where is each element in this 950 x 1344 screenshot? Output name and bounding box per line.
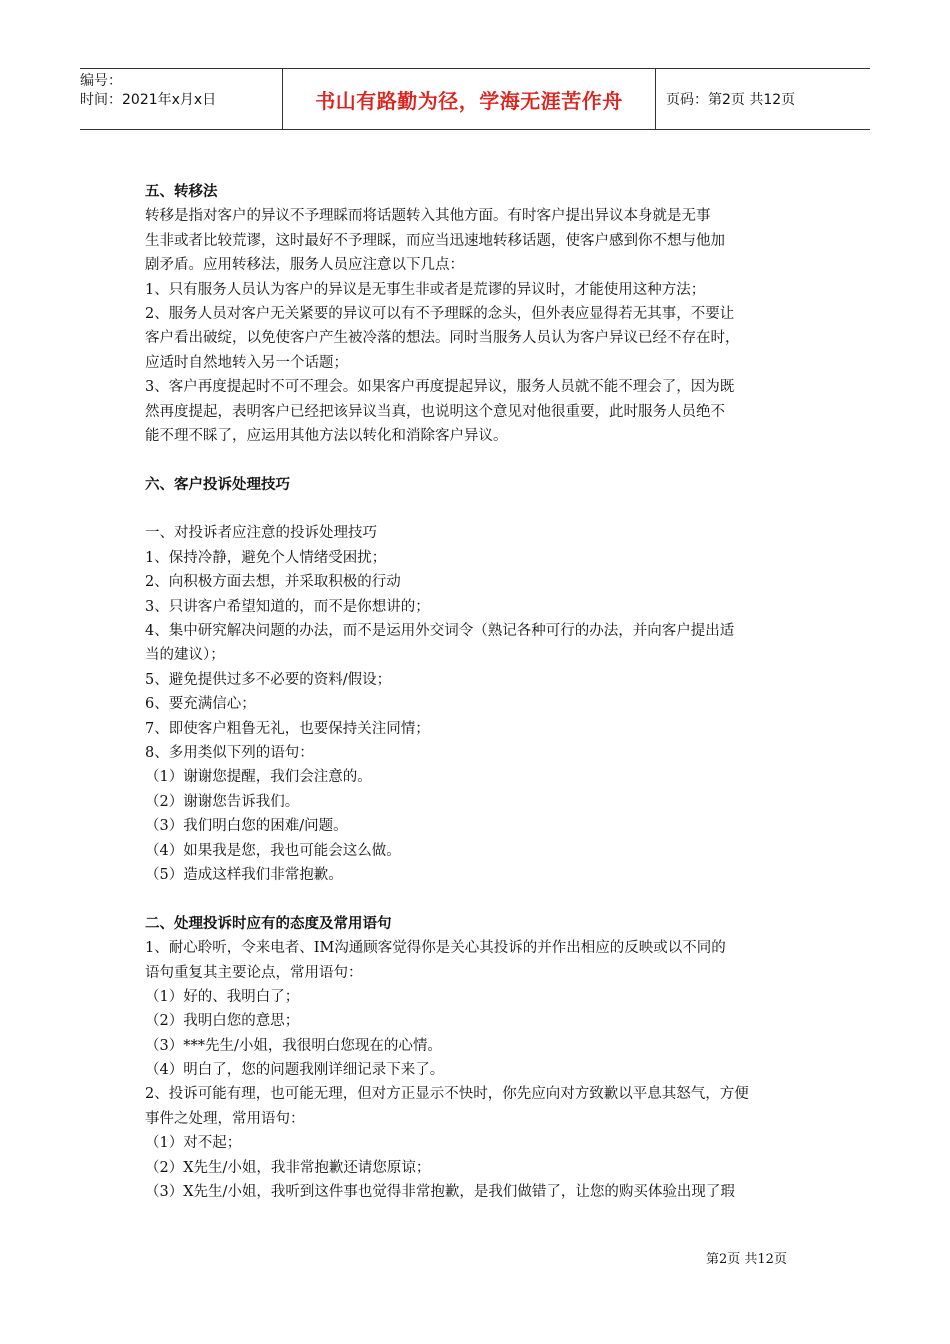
list-item: 3、只讲客户希望知道的，而不是你想讲的；: [145, 598, 430, 615]
list-item: （2）X先生/小姐，我非常抱歉还请您原谅；: [145, 1159, 431, 1176]
list-item: （1）好的、我明白了；: [145, 988, 300, 1005]
list-item: 7、即使客户粗鲁无礼，也要保持关注同情；: [145, 720, 430, 737]
list-item: 1、耐心聆听，令来电者、IM沟通顾客觉得你是关心其投诉的并作出相应的反映或以不同的: [145, 940, 726, 957]
list-item: （1）对不起；: [145, 1135, 242, 1152]
document-body: [145, 180, 810, 1204]
header-meta: [80, 69, 282, 129]
section-heading: 六、客户投诉处理技巧: [145, 475, 290, 493]
page-footer: 第2页 共12页: [706, 1252, 787, 1267]
list-item: （3）我们明白您的困难/问题。: [145, 818, 348, 835]
list-item: 8、多用类似下列的语句：: [145, 744, 314, 761]
paragraph-line: 3、客户再度提起时不可不理会。如果客户再度提起异议，服务人员就不能不理会了，因为既: [145, 379, 735, 396]
list-item: 5、避免提供过多不必要的资料/假设；: [145, 671, 392, 688]
subsection-heading: 二、处理投诉时应有的态度及常用语句: [145, 914, 392, 932]
subsection-heading: 一、对投诉者应注意的投诉处理技巧: [145, 525, 377, 542]
list-item: （2）谢谢您告诉我们。: [145, 793, 300, 810]
header-motto: 书山有路勤为径，学海无涯苦作舟: [282, 69, 656, 129]
list-item: 6、要充满信心；: [145, 696, 256, 713]
paragraph-line: 2、服务人员对客户无关紧要的异议可以有不予理睬的念头，但外表应显得若无其事，不要让: [145, 305, 735, 322]
paragraph-line: 能不理不睬了，应运用其他方法以转化和消除客户异议。: [145, 427, 508, 444]
list-item: 2、向积极方面去想，并采取积极的行动: [145, 574, 401, 591]
header-number-label: 编号：: [80, 73, 122, 89]
list-item: 4、集中研究解决问题的办法，而不是运用外交词令（熟记各种可行的办法，并向客户提出适: [145, 623, 735, 640]
list-item: （3）X先生/小姐，我听到这件事也觉得非常抱歉，是我们做错了，让您的购买体验出现了瑕: [145, 1184, 735, 1201]
paragraph-line: 然再度提起，表明客户已经把该异议当真，也说明这个意见对他很重要，此时服务人员绝不: [145, 403, 725, 420]
list-item: 事件之处理，常用语句：: [145, 1110, 305, 1127]
header-page-label: 页码：第2页 共12页: [666, 92, 796, 108]
list-item: 1、保持冷静，避免个人情绪受困扰；: [145, 549, 387, 566]
list-item: （2）我明白您的意思；: [145, 1013, 300, 1030]
paragraph-line: 客户看出破绽，以免使客户产生被冷落的想法。同时当服务人员认为客户异议已经不存在时，: [145, 330, 740, 347]
list-item: （1）谢谢您提醒，我们会注意的。: [145, 769, 372, 786]
list-item: （4）明白了，您的问题我刚详细记录下来了。: [145, 1062, 445, 1079]
list-item: 语句重复其主要论点，常用语句：: [145, 964, 363, 981]
header-time-label: 时间：2021年x月x日: [80, 92, 217, 108]
paragraph-line: 应适时自然地转入另一个话题；: [145, 354, 348, 371]
page-header: [80, 68, 870, 130]
list-item: （5）造成这样我们非常抱歉。: [145, 866, 343, 883]
list-item: （4）如果我是您，我也可能会这么做。: [145, 842, 401, 859]
section-heading: 五、转移法: [145, 183, 218, 200]
paragraph-line: 转移是指对客户的异议不予理睬而将话题转入其他方面。有时客户提出异议本身就是无事: [145, 208, 711, 225]
paragraph-line: 生非或者比较荒谬，这时最好不予理睬，而应当迅速地转移话题，使客户感到你不想与他加: [145, 232, 725, 249]
list-item: 2、投诉可能有理，也可能无理，但对方正显示不快时，你先应向对方致歉以平息其怒气，方便: [145, 1086, 749, 1103]
paragraph-line: 1、只有服务人员认为客户的异议是无事生非或者是荒谬的异议时，才能使用这种方法；: [145, 281, 706, 298]
paragraph-line: 剧矛盾。应用转移法，服务人员应注意以下几点：: [145, 257, 464, 274]
list-item: （3）***先生/小姐，我很明白您现在的心情。: [145, 1037, 442, 1054]
list-item: 当的建议）；: [145, 647, 225, 664]
